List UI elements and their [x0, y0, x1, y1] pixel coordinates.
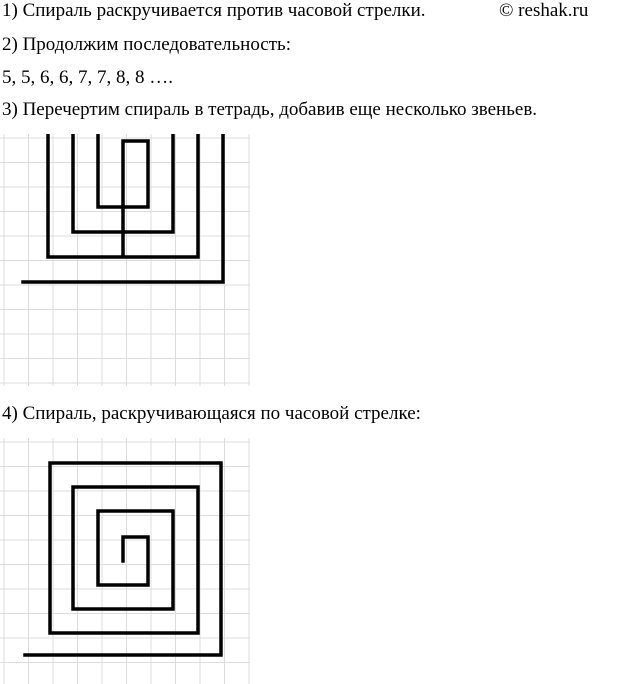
item-1-text: 1) Спираль раскручивается против часовой стрелки.: [2, 0, 426, 21]
grid-background: [0, 134, 250, 386]
item-3-text: 3) Перечертим спираль в тетрадь, добавив еще несколько звеньев.: [2, 99, 538, 120]
item-4-text: 4) Спираль, раскручивающаяся по часовой стрелке:: [2, 403, 421, 424]
clockwise-spiral-path: [25, 463, 221, 655]
grid-background: [0, 438, 250, 684]
clockwise-spiral-figure: [0, 438, 250, 684]
copyright-text: © reshak.ru: [499, 0, 589, 21]
counterclockwise-spiral-figure: [0, 134, 250, 386]
sequence-text: 5, 5, 6, 6, 7, 7, 8, 8 ….: [2, 67, 173, 88]
item-2-text: 2) Продолжим последовательность:: [2, 34, 291, 55]
